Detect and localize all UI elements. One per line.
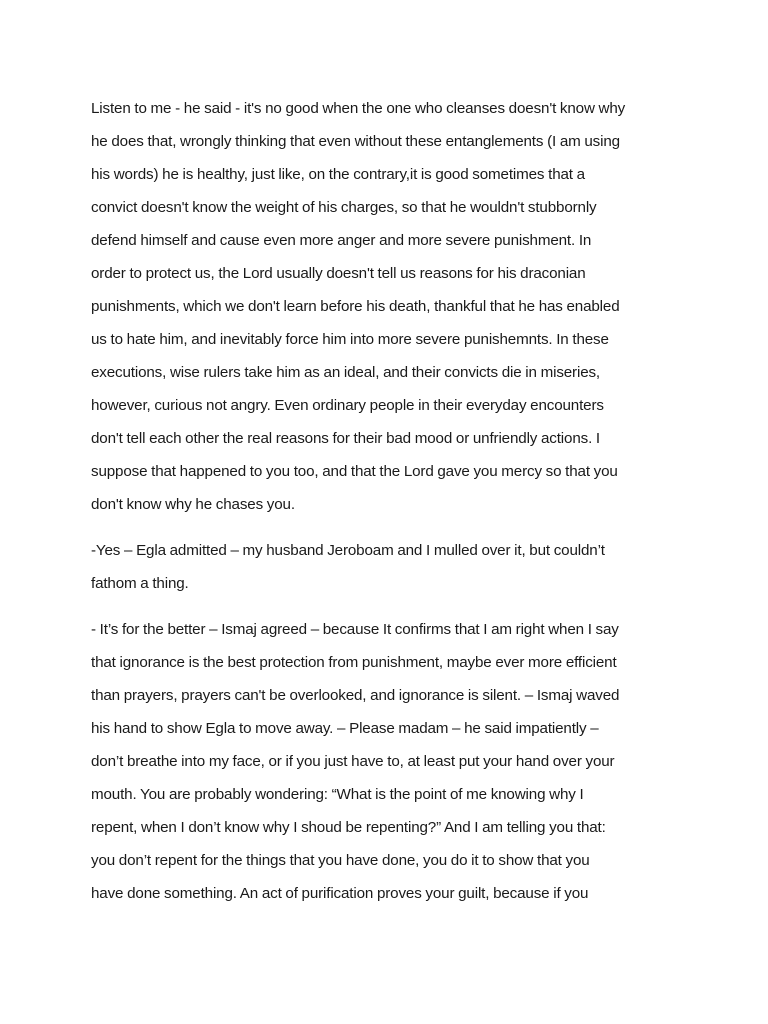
text-line: us to hate him, and inevitably force him into more severe punishemnts. In these: [91, 331, 609, 348]
text-line: convict doesn't know the weight of his charges, so that he wouldn't stubbornly: [91, 199, 597, 216]
text-line: don't tell each other the real reasons for their bad mood or unfriendly actions. I: [91, 430, 600, 447]
text-line: repent, when I don’t know why I shoud be repenting?” And I am telling you that:: [91, 819, 606, 836]
text-line: -Yes – Egla admitted – my husband Jeroboam and I mulled over it, but couldn’t: [91, 542, 605, 559]
text-line: suppose that happened to you too, and that the Lord gave you mercy so that you: [91, 463, 618, 480]
text-line: punishments, which we don't learn before his death, thankful that he has enabled: [91, 298, 620, 315]
text-line: don't know why he chases you.: [91, 496, 295, 513]
text-line: that ignorance is the best protection from punishment, maybe ever more efficient: [91, 654, 617, 671]
text-line: however, curious not angry. Even ordinary people in their everyday encounters: [91, 397, 604, 414]
text-line: mouth. You are probably wondering: “What is the point of me knowing why I: [91, 786, 584, 803]
paragraph-3: [91, 613, 691, 910]
text-line: Listen to me - he said - it's no good when the one who cleanses doesn't know why: [91, 100, 626, 117]
text-line: fathom a thing.: [91, 575, 189, 592]
text-line: don’t breathe into my face, or if you just have to, at least put your hand over your: [91, 753, 615, 770]
text-line: than prayers, prayers can't be overlooked, and ignorance is silent. – Ismaj waved: [91, 687, 620, 704]
text-line: he does that, wrongly thinking that even without these entanglements (I am using: [91, 133, 620, 150]
paragraph-1: [91, 92, 691, 521]
text-line: order to protect us, the Lord usually doesn't tell us reasons for his draconian: [91, 265, 586, 282]
text-line: you don’t repent for the things that you have done, you do it to show that you: [91, 852, 590, 869]
text-line: have done something. An act of purification proves your guilt, because if you: [91, 885, 589, 902]
document-body: [91, 92, 691, 923]
text-line: defend himself and cause even more anger and more severe punishment. In: [91, 232, 592, 249]
text-line: - It’s for the better – Ismaj agreed – because It confirms that I am right when I say: [91, 621, 619, 638]
text-line: his hand to show Egla to move away. – Please madam – he said impatiently –: [91, 720, 599, 737]
paragraph-2: [91, 534, 691, 600]
text-line: his words) he is healthy, just like, on the contrary,it is good sometimes that a: [91, 166, 585, 183]
text-line: executions, wise rulers take him as an ideal, and their convicts die in miseries,: [91, 364, 601, 381]
